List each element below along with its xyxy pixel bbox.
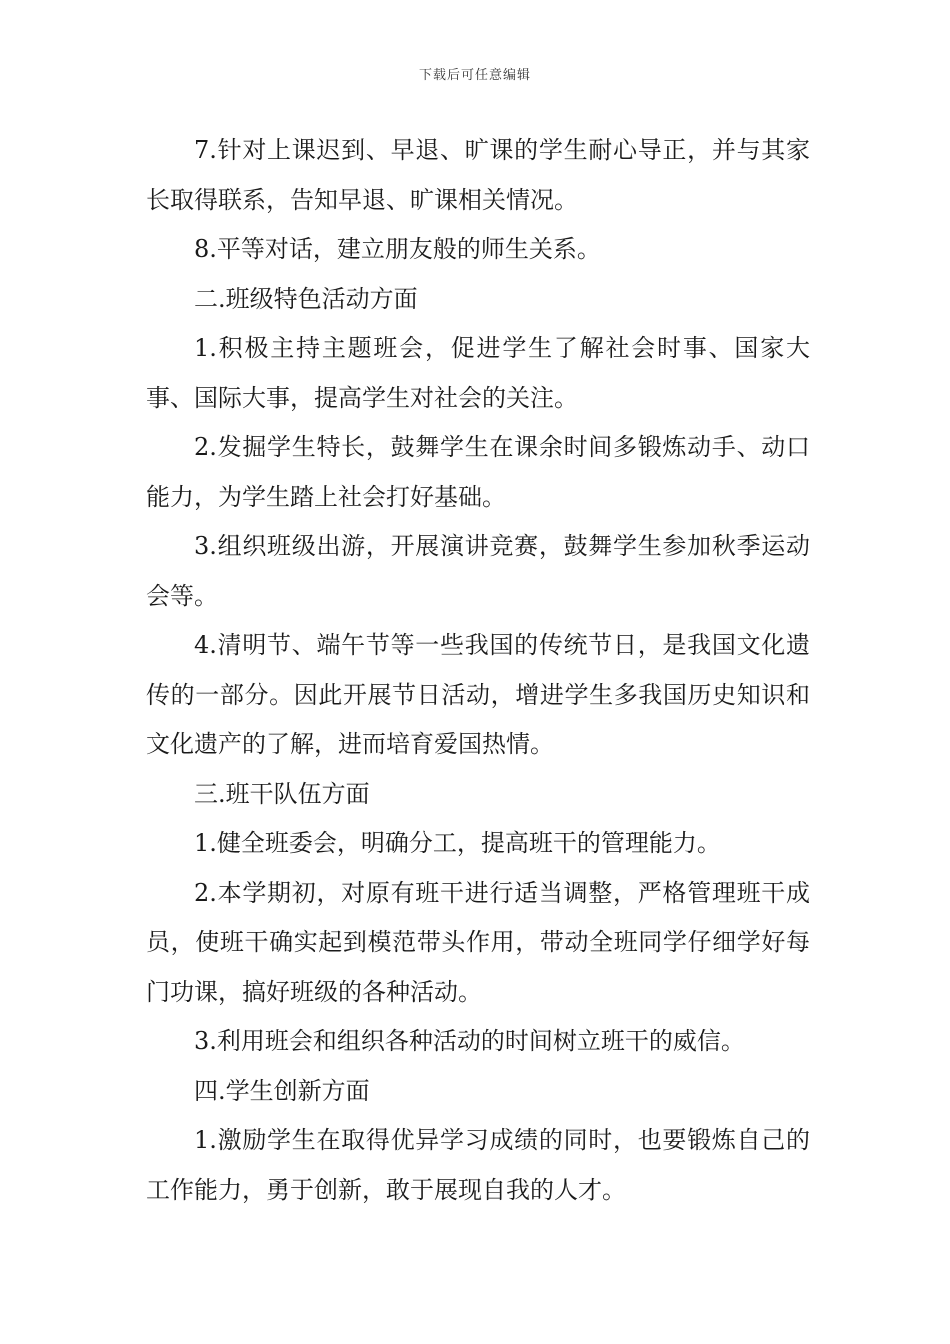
paragraph-cadres-3: 3.利用班会和组织各种活动的时间树立班干的威信。: [194, 1027, 745, 1055]
section-heading-innovation: 四.学生创新方面: [194, 1076, 370, 1105]
paragraph-activities-1: 1.积极主持主题班会，促进学生了解社会时事、国家大事、国际大事，提高学生对社会的关注。: [146, 334, 810, 412]
paragraph-activities-2: 2.发掘学生特长，鼓舞学生在课余时间多锻炼动手、动口能力，为学生踏上社会打好基础。: [146, 433, 810, 511]
page-header: 下载后可任意编辑: [418, 68, 531, 83]
paragraph-item-7: 7.针对上课迟到、早退、旷课的学生耐心导正，并与其家长取得联系，告知早退、旷课相关情况。: [146, 136, 810, 214]
section-heading-class-cadres: 三.班干队伍方面: [194, 779, 370, 808]
section-heading-class-activities: 二.班级特色活动方面: [194, 284, 418, 313]
paragraph-item-8: 8.平等对话，建立朋友般的师生关系。: [194, 235, 601, 263]
paragraph-cadres-1: 1.健全班委会，明确分工，提高班干的管理能力。: [194, 829, 721, 857]
paragraph-activities-4: 4.清明节、端午节等一些我国的传统节日，是我国文化遗传的一部分。因此开展节日活动，增进学生多我国历史知识和文化遗产的了解，进而培育爱国热情。: [146, 631, 810, 758]
paragraph-cadres-2: 2.本学期初，对原有班干进行适当调整，严格管理班干成员，使班干确实起到模范带头作用，带动全班同学仔细学好每门功课，搞好班级的各种活动。: [146, 878, 810, 1006]
paragraph-activities-3: 3.组织班级出游，开展演讲竞赛，鼓舞学生参加秋季运动会等。: [146, 532, 810, 610]
paragraph-innovation-1: 1.激励学生在取得优异学习成绩的同时，也要锻炼自己的工作能力，勇于创新，敢于展现自我的人才。: [146, 1126, 810, 1204]
document-body: [146, 126, 810, 1215]
